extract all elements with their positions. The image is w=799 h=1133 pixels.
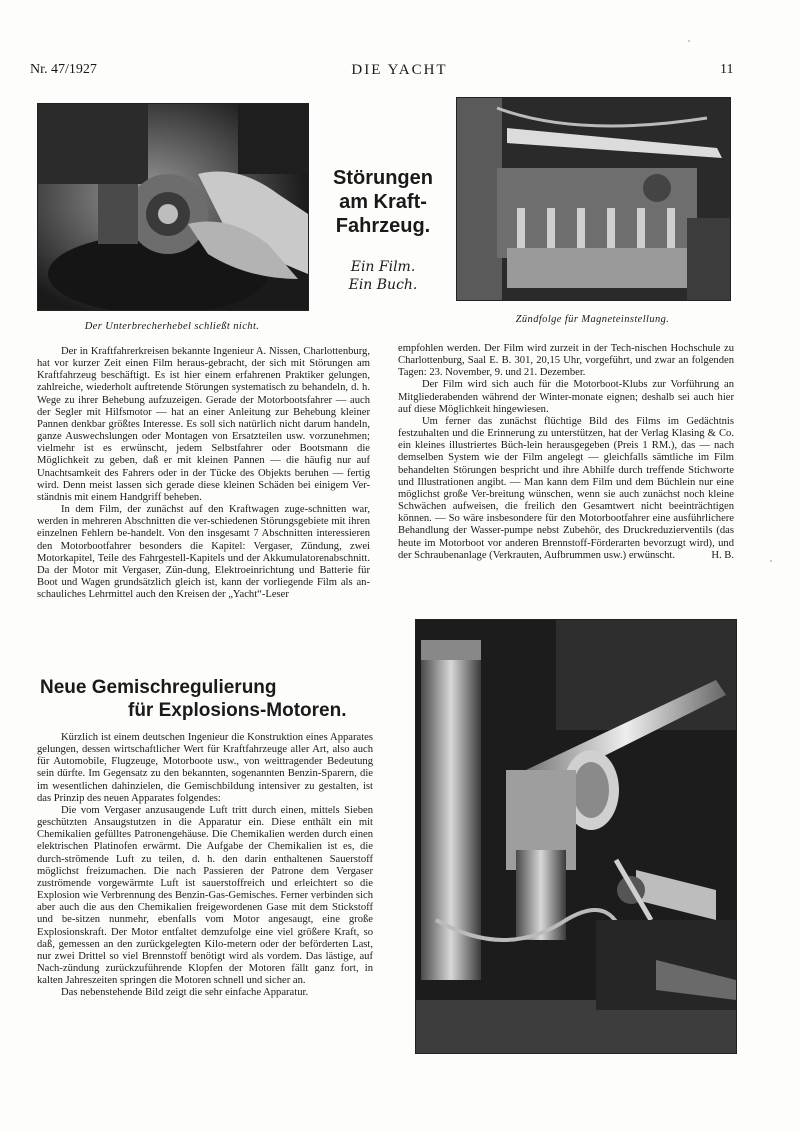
article1-paragraph: empfohlen werden. Der Film wird zurzeit in der Tech-nischen Hochschule zu Charlottenburg, Saal E. B. 301, 20,15 Uhr, vorgeführt, und zwar an folgenden Tagen: 23. November, 9. und 21. Dezember. bbox=[398, 343, 734, 379]
article1-right-column bbox=[398, 343, 734, 562]
article2-title-line2: für Explosions-Motoren. bbox=[128, 700, 347, 721]
article1-subtitle-line: Ein Buch. bbox=[348, 277, 418, 293]
article2-paragraph: Die vom Vergaser anzusaugende Luft tritt durch einen, mittels Sieben geschützten Ansaugstutzen in die Apparatur ein. Diese enthält ein mit Chemikalien gefülltes Patronengehäuse. Die Chemikalien werden durch einen elektrischen Platinofen erwärmt. Die Aufgabe der Chemikalien ist es, die durch-strömende Luft zu teilen, d. h. den darin enthaltenen Sauerstoff möglichst freizumachen. Die nach Passieren der Patrone dem Vergaser zuströmende vorgewärmte Luft ist sauerstoffreich und erleichtert so die Explosion wie Verbrennung des Benzin-Gas-Gemisches. Ferner verbinden sich aber auch die aus den Chemikalien freigewordenen Gase mit dem Stickstoff und be-sitzen nunmehr, ebenfalls vom Motor angesaugt, eine große Explosionskraft. Der Motor entfaltet demzufolge eine viel größere Kraft, so daß, gemessen an den zurückgelegten Kilo-metern oder der beförderten Last, nur zwei Drittel so viel Brennstoff benötigt wird als vordem. Das lästige, auf Nach-zündung zurückzuführende Klopfen der Motoren fällt ganz fort, in kalten Jahreszeiten springen die Motoren schnell und sicher an. bbox=[37, 804, 373, 987]
scan-speck bbox=[770, 560, 772, 562]
caption-firing-order: Zündfolge für Magneteinstellung. bbox=[515, 314, 670, 325]
photo-breaker-lever bbox=[37, 103, 309, 311]
article1-title-line: Störungen bbox=[333, 167, 433, 189]
article1-subtitle-line: Ein Film. bbox=[350, 259, 416, 275]
photo-apparatus bbox=[415, 619, 737, 1054]
article2-paragraph: Kürzlich ist einem deutschen Ingenieur die Konstruktion eines Apparates gelungen, dessen wirtschaftlicher Wert für Kraftfahrzeuge aller Art, also auch für Automobile, Flugzeuge, Motorboote usw., von weittragender Bedeutung sein dürfte. Im Gegensatz zu den bekannten, sogenannten Benzin-Sparern, die im wesentlichen dahinzielen, die Gemischbildung intensiver zu gestalten, ist das Prinzip des neuen Apparates folgendes: bbox=[37, 732, 373, 804]
article1-signature: H. B. bbox=[711, 549, 734, 561]
article1-paragraph: Der in Kraftfahrerkreisen bekannte Ingenieur A. Nissen, Charlottenburg, hat vor kurzer Zeit einen Film heraus-gebracht, der sich mit Störungen am Kraftfahrzeug beschäftigt. Es ist hier einem erfahrenen Praktiker gelungen, zahlreiche, wiederholt auftretende Störungen systematisch zu behandeln, d. h. Wege zu ihrer Behebung aufzuzeigen. Gerade der Motorbootsfahrer — auch der Segler mit Hilfsmotor — hat an einer Anleitung zur Behebung kleiner Pannen denkbar größtes Interesse. Es soll sich natürlich nicht darum handeln, ganze Auswechslungen oder Montagen von Ersatzteilen usw. vorzunehmen; vielmehr ist es erwünscht, jedem Selbstfahrer oder Bootsmann die Möglichkeit zu geben, daß er mit kleinen Pannen — die häufig nur auf Unachtsamkeit des Fahrers oder in der Tücke des Objekts beruhen — fertig wird. Denn meist lassen sich gerade diese kleinen Schäden bei einigem Ver-ständnis mit einem Handgriff beheben. bbox=[37, 346, 370, 503]
caption-breaker-lever: Der Unterbrecherhebel schließt nicht. bbox=[84, 321, 260, 332]
magazine-title: DIE YACHT bbox=[351, 62, 448, 78]
article2-paragraph: Das nebenstehende Bild zeigt die sehr einfache Apparatur. bbox=[61, 987, 309, 999]
scan-speck bbox=[688, 40, 690, 42]
article1-paragraph-text: Um ferner das zunächst flüchtige Bild des Films im Gedächtnis festzuhalten und die Erinnerung zu unterstützen, hat der Verlag Klasing & Co. ein kleines illustriertes Büch-lein herausgegeben (Preis 1 RM.), das — nach demselben System wie der Film angelegt — gleichfalls sämtliche im Film behandelten Störungen bespricht und ihre Abhilfe durch treffende Stichworte und Illustrationen angibt. — Man kann dem Film und dem Büchlein nur eine möglichst große Ver-breitung wünschen, wenn sie auch zunächst noch kleine Schwächen aufweisen, die freilich den Gesamtwert nicht beeinträchtigen können. — So wäre insbesondere für den Motorbootfahrer eine ausführlichere Behandlung der Wasser-pumpe nebst Zubehör, des Druckreduzierventils (das heute im Motorboot vor anderen Brennstoff-Förderarten bevorzugt wird), und der Schraubenanlage (Verkrauten, Aufbrummen usw.) erwünscht. bbox=[398, 415, 734, 561]
article1-paragraph: Der Film wird sich auch für die Motorboot-Klubs zur Vorführung an Mitgliederabenden während der Winter-monate eignen; deshalb sei auch hier auf diese Möglichkeit hingewiesen. bbox=[398, 379, 734, 415]
article1-paragraph: In dem Film, der zunächst auf den Kraftwagen zuge-schnitten war, werden in mehreren Abschnitten die ver-schiedenen Störungsgebiete mit ihren einzelnen Fehlern be-handelt. Von den insgesamt 7 Abschnitten interessieren den Motorbootfahrer besonders die Kapitel: Vergaser, Zündung, zwei Motorkapitel, Teile des Fahrgestell-Kapitels und der Akkumulatorenabschnitt. Da der Motor mit Vergaser, Zün-dung, Elektroeinrichtung und Batterie für Boot und Wagen grundsätzlich gleich ist, kann der vorliegende Film als an-schauliches Lehrmittel auch den Kreisen der „Yacht“-Leser bbox=[37, 504, 370, 601]
article1-left-column bbox=[37, 346, 370, 601]
article1-title bbox=[320, 166, 446, 238]
issue-number: Nr. 47/1927 bbox=[30, 62, 97, 77]
article2-column bbox=[37, 732, 373, 999]
article1-subtitle bbox=[320, 258, 446, 294]
article2-title-line1: Neue Gemischregulierung bbox=[40, 677, 277, 698]
article1-title-line: Fahrzeug. bbox=[335, 215, 431, 237]
page-number: 11 bbox=[720, 62, 734, 77]
article1-title-line: am Kraft- bbox=[339, 191, 427, 213]
photo-firing-order bbox=[456, 97, 731, 301]
article1-paragraph bbox=[398, 416, 734, 562]
